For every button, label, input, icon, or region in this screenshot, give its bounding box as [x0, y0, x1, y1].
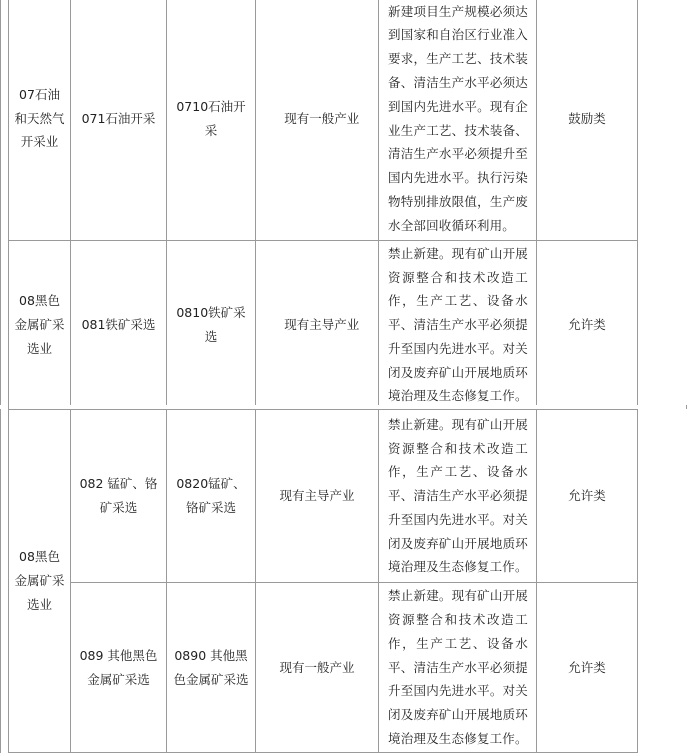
table-row — [1, 241, 638, 410]
industry-table-part2 — [0, 409, 638, 753]
classification-cell: 允许类 — [537, 241, 638, 410]
sub-category-cell: 082 锰矿、铬矿采选 — [71, 410, 167, 583]
sub-category-cell: 071石油开采 — [71, 0, 167, 241]
sub-item-cell: 0810铁矿采选 — [167, 241, 256, 410]
category-cell: 08黑色金属矿采选业 — [9, 241, 71, 410]
sub-category-cell: 089 其他黑色金属矿采选 — [71, 583, 167, 753]
left-gutter — [1, 0, 9, 410]
sub-item-cell: 0890 其他黑色金属矿采选 — [167, 583, 256, 753]
border-tick — [8, 405, 9, 409]
table-row — [1, 0, 638, 241]
sub-item-cell: 0710石油开采 — [167, 0, 256, 241]
table-row — [1, 410, 638, 583]
spacer-cell — [256, 0, 266, 241]
industry-type-cell: 现有一般产业 — [266, 0, 379, 241]
requirement-cell: 禁止新建。现有矿山开展资源整合和技术改造工作，生产工艺、设备水平、清洁生产水平必须提升至国内先进水平。对关闭及废弃矿山开展地质环境治理及生态修复工作。 — [379, 583, 537, 753]
category-cell: 07石油和天然气开采业 — [9, 0, 71, 241]
sub-item-cell: 0820锰矿、铬矿采选 — [167, 410, 256, 583]
category-cell: 08黑色金属矿采选业 — [9, 410, 71, 753]
industry-type-cell: 现有主导产业 — [256, 410, 379, 583]
border-tick — [686, 405, 687, 409]
requirement-cell: 新建项目生产规模必须达到国家和自治区行业准入要求，生产工艺、技术装备、清洁生产水平必须达到国内先进水平。现有企业生产工艺、技术装备、清洁生产水平必须提升至国内先进水平。执行污染物特别排放限值，生产废水全部回收循环利用。 — [379, 0, 537, 241]
left-gutter — [1, 410, 9, 753]
requirement-cell: 禁止新建。现有矿山开展资源整合和技术改造工作，生产工艺、设备水平、清洁生产水平必须提升至国内先进水平。对关闭及废弃矿山开展地质环境治理及生态修复工作。 — [379, 241, 537, 410]
industry-type-cell: 现有主导产业 — [266, 241, 379, 410]
table-row — [1, 583, 638, 753]
industry-type-cell: 现有一般产业 — [256, 583, 379, 753]
spacer-cell — [256, 241, 266, 410]
classification-cell: 鼓励类 — [537, 0, 638, 241]
classification-cell: 允许类 — [537, 410, 638, 583]
classification-cell: 允许类 — [537, 583, 638, 753]
requirement-cell: 禁止新建。现有矿山开展资源整合和技术改造工作，生产工艺、设备水平、清洁生产水平必须提升至国内先进水平。对关闭及废弃矿山开展地质环境治理及生态修复工作。 — [379, 410, 537, 583]
sub-category-cell: 081铁矿采选 — [71, 241, 167, 410]
